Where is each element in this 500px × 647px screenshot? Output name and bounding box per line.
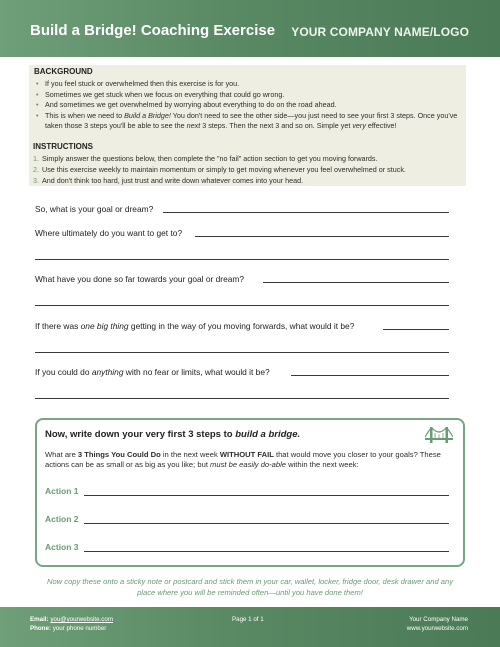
background-item: • And sometimes we get overwhelmed by worrying about everything to do on the road ahead. — [34, 100, 462, 111]
footer-page-number: Page 1 of 1 — [232, 616, 264, 623]
bridge-icon — [425, 425, 453, 445]
background-list — [34, 79, 462, 132]
action-1-line[interactable] — [84, 495, 449, 496]
instruction-item: 1. Simply answer the questions below, then complete the "no fail" action section to get you moving forwards. — [33, 154, 378, 163]
page-header — [0, 0, 500, 57]
question-progress: What have you done so far towards your goal or dream? — [35, 274, 245, 284]
action-box-description: What are 3 Things You Could Do in the next week WITHOUT FAIL that would move you closer to your goals? These actions can be as small or as big as you like; but must be easily do-able within the next week: — [45, 450, 441, 469]
question-obstacle: If there was one big thing getting in the way of you moving forwards, what would it be? — [35, 321, 355, 331]
footer-email-link[interactable]: you@yourwebsite.com — [50, 616, 113, 623]
answer-line-no-limits-2[interactable] — [35, 398, 449, 399]
closing-note: Now copy these onto a sticky note or postcard and stick them in your car, wallet, locker, fridge door, desk drawer and any place where you will be reminded often—until you have done them! — [46, 577, 454, 597]
instructions-list — [33, 153, 473, 186]
question-destination: Where ultimately do you want to get to? — [35, 228, 183, 238]
action-2-line[interactable] — [84, 523, 449, 524]
instruction-item: 2. Use this exercise weekly to maintain momentum or simply to get moving whenever you feel overwhelmed or stuck. — [33, 165, 406, 174]
answer-line-no-limits[interactable] — [291, 375, 449, 376]
action-3-line[interactable] — [84, 551, 449, 552]
instruction-item: 3. And don't think too hard, just trust and write down whatever comes into your head. — [33, 176, 304, 185]
background-item: • If you feel stuck or overwhelmed then this exercise is for you. — [34, 79, 462, 90]
action-3-label: Action 3 — [45, 542, 79, 552]
instructions-section — [33, 142, 473, 186]
answer-line-obstacle-2[interactable] — [35, 352, 449, 353]
footer-website-link[interactable]: www.yourwebsite.com — [406, 624, 468, 632]
company-logo-placeholder: YOUR COMPANY NAME/LOGO — [291, 25, 469, 39]
answer-line-destination[interactable] — [195, 236, 449, 237]
background-item: • Sometimes we get stuck when we focus on everything that could go wrong. — [34, 90, 462, 101]
background-heading: BACKGROUND — [34, 67, 93, 76]
answer-line-goal[interactable] — [163, 212, 449, 213]
background-item: • This is when we need to Build a Bridge! You don't need to see the other side—you just need to see your first 3 steps. Once you've taken those 3 steps you'll be able to see the next 3 steps. Then the next 3 and so on. Simple yet very effective! — [34, 111, 462, 132]
instructions-heading: INSTRUCTIONS — [33, 142, 93, 151]
answer-line-progress-2[interactable] — [35, 305, 449, 306]
footer-contact — [30, 616, 113, 633]
footer-email-row: Email: you@yourwebsite.com — [30, 616, 113, 623]
answer-line-progress[interactable] — [263, 282, 449, 283]
answer-line-obstacle[interactable] — [383, 329, 449, 330]
footer-company: Your Company Name www.yourwebsite.com — [406, 616, 468, 632]
answer-line-destination-2[interactable] — [35, 259, 449, 260]
action-1-label: Action 1 — [45, 486, 79, 496]
page-footer — [0, 607, 500, 647]
action-steps-box — [35, 418, 465, 567]
page-title: Build a Bridge! Coaching Exercise — [30, 22, 276, 39]
question-goal: So, what is your goal or dream? — [35, 204, 154, 214]
footer-phone-row: Phone: your phone number — [30, 624, 107, 632]
action-2-label: Action 2 — [45, 514, 79, 524]
question-no-limits: If you could do anything with no fear or limits, what would it be? — [35, 367, 270, 377]
action-box-title: Now, write down your very first 3 steps to build a bridge. — [45, 429, 301, 440]
